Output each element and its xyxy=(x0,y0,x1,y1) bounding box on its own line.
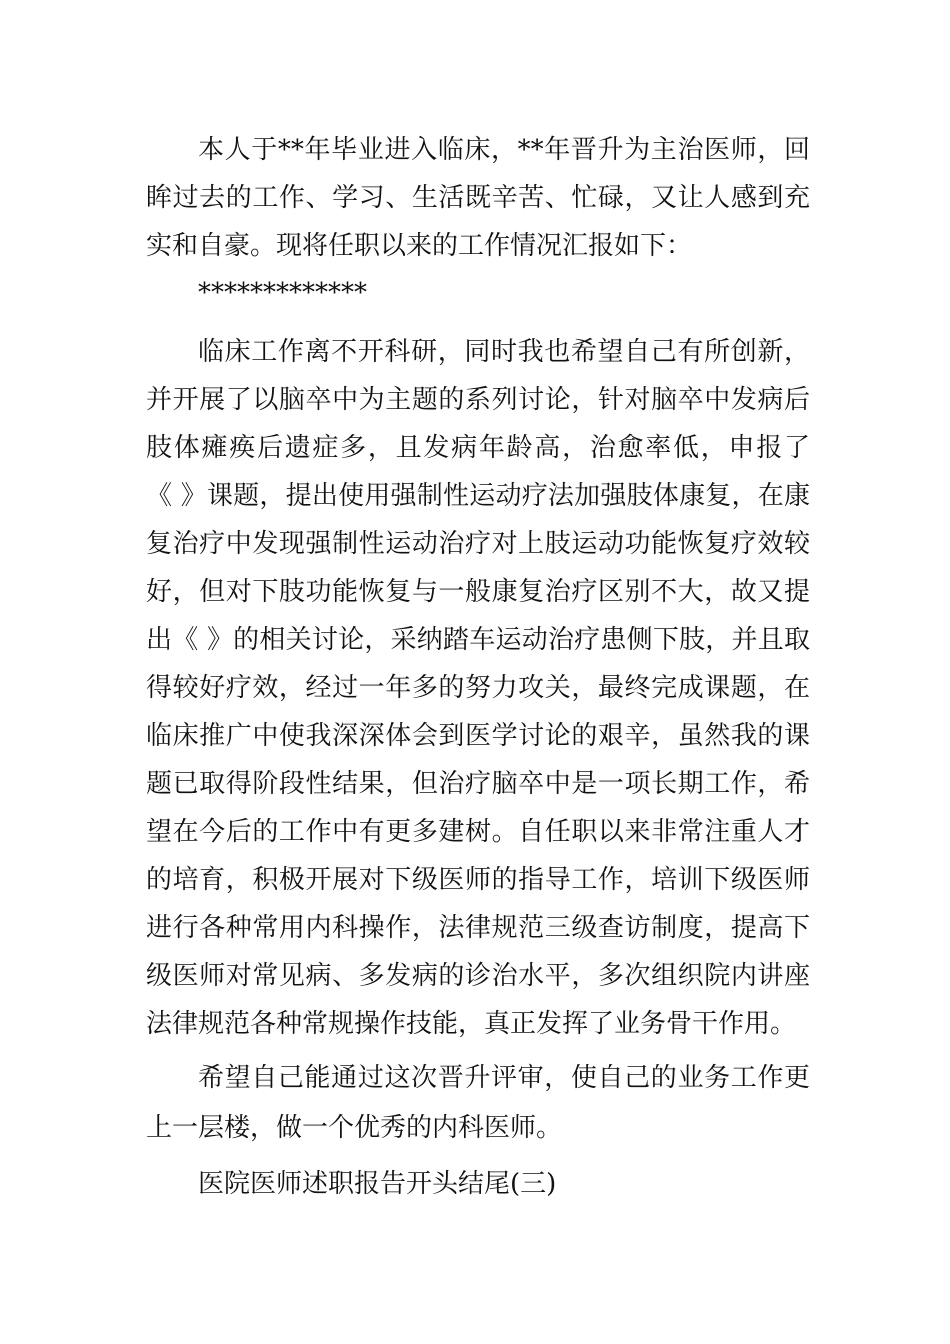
paragraph-line: 实和自豪。现将任职以来的工作情况汇报如下： xyxy=(146,231,693,261)
paragraph-line: 复治疗中发现强制性运动治疗对上肢运动功能恢复疗效较 xyxy=(146,529,810,559)
paragraph-line: 本人于**年毕业进入临床，**年晋升为主治医师，回 xyxy=(198,135,810,165)
paragraph-line: 好，但对下肢功能恢复与一般康复治疗区别不大，故又提 xyxy=(146,577,810,607)
paragraph-line: 临床工作离不开科研，同时我也希望自己有所创新， xyxy=(198,337,810,367)
paragraph-line: 希望自己能通过这次晋升评审，使自己的业务工作更 xyxy=(198,1063,810,1093)
paragraph-line: 肢体瘫痪后遗症多，且发病年龄高，治愈率低，申报了 xyxy=(146,433,810,463)
section-heading: 医院医师述职报告开头结尾(三) xyxy=(198,1169,557,1199)
paragraph-line: 临床推广中使我深深体会到医学讨论的艰辛，虽然我的课 xyxy=(146,721,810,751)
paragraph-line: 级医师对常见病、多发病的诊治水平，多次组织院内讲座 xyxy=(146,961,810,991)
paragraph-line: 进行各种常用内科操作，法律规范三级查访制度，提高下 xyxy=(146,913,810,943)
paragraph-line: 并开展了以脑卒中为主题的系列讨论，针对脑卒中发病后 xyxy=(146,385,810,415)
paragraph-line: 《 》课题，提出使用强制性运动疗法加强肢体康复，在康 xyxy=(146,481,810,511)
paragraph-line: 题已取得阶段性结果，但治疗脑卒中是一项长期工作，希 xyxy=(146,769,810,799)
paragraph-line: 上一层楼，做一个优秀的内科医师。 xyxy=(146,1113,563,1143)
paragraph-line: 出《 》的相关讨论，采纳踏车运动治疗患侧下肢，并且取 xyxy=(146,625,810,655)
paragraph-line: 得较好疗效，经过一年多的努力攻关，最终完成课题，在 xyxy=(146,673,810,703)
separator-line: ************* xyxy=(198,278,367,308)
paragraph-line: 望在今后的工作中有更多建树。自任职以来非常注重人才 xyxy=(146,817,810,847)
paragraph-line: 眸过去的工作、学习、生活既辛苦、忙碌，又让人感到充 xyxy=(146,183,810,213)
paragraph-line: 法律规范各种常规操作技能，真正发挥了业务骨干作用。 xyxy=(146,1009,797,1039)
paragraph-line: 的培育，积极开展对下级医师的指导工作，培训下级医师 xyxy=(146,865,810,895)
